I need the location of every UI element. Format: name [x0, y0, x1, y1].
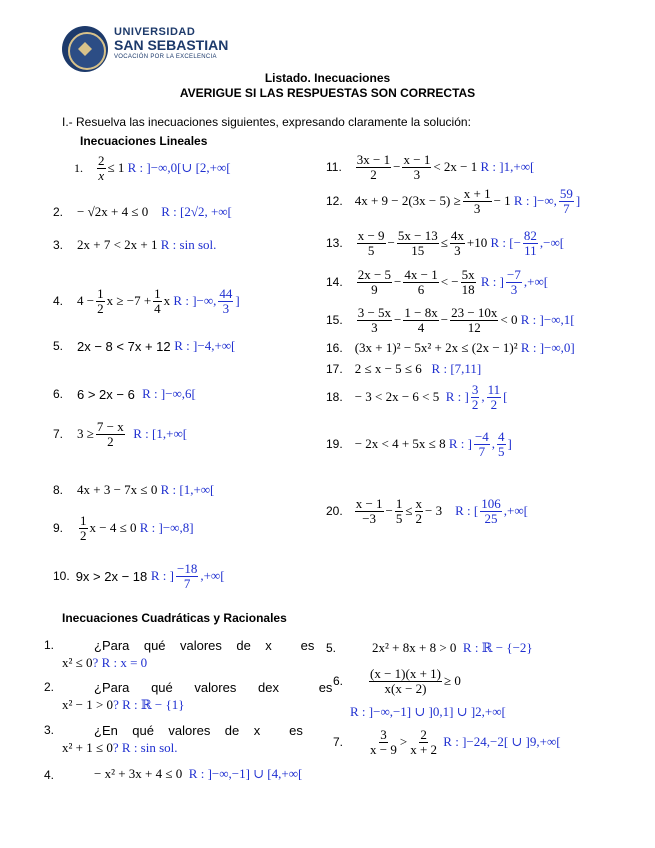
- quadratic-3-number: 3.: [44, 723, 55, 737]
- quadratic-4-expr: − x² + 3x + 4 ≤ 0 R : ]−∞,−1] ∪ [4,+∞[: [94, 766, 303, 781]
- quadratic-2-number: 2.: [44, 680, 55, 694]
- exercise-15: 15. $\frac{3 - 5x}{3}$ − $\frac{1 - 8x}{4}$ − $\frac{23 - 10x}{12}$ < 0 R : ]−∞,1[: [326, 305, 575, 335]
- university-seal-icon: [62, 26, 108, 72]
- exercise-18: 18. − 3 < 2x − 6 < 5 R : ] $\frac{3}{2}$ , $\frac{11}{2}$ [: [326, 382, 508, 412]
- quadratic-2-expr: x² − 1 > 0 ? R : ℝ − {1}: [62, 697, 185, 712]
- logo-line3: VOCACIÓN POR LA EXCELENCIA: [114, 54, 217, 60]
- exercise-4: 4. 4 − $\frac{1}{2}$ x ≥ −7 + $\frac{1}{4}$ x R : ]−∞, $\frac{44}{3}$ ]: [53, 286, 240, 316]
- exercise-8: 8. 4x + 3 − 7x ≤ 0 R : [1,+∞[: [53, 482, 215, 497]
- quadratic-1-number: 1.: [44, 638, 55, 652]
- exercise-7: 7. 3 ≥ $\frac{7 - x}{2}$ R : [1,+∞[: [53, 419, 188, 449]
- page-subtitle: AVERIGUE SI LAS RESPUESTAS SON CORRECTAS: [179, 86, 476, 100]
- exercise-17: 17. 2 ≤ x − 5 ≤ 6 R : [7,11]: [326, 361, 482, 376]
- exercise-20: 20. $\frac{x - 1}{-3}$ − $\frac{1}{5}$ ≤ $\frac{x}{2}$ − 3 R : [ $\frac{106}{25}$ ,+∞[: [326, 496, 528, 526]
- quadratic-5: 5. 2x² + 8x + 8 > 0 R : ℝ − {−2}: [326, 640, 533, 655]
- exercise-5: 5. 2x − 8 < 7x + 12 R : ]−4,+∞[: [53, 338, 236, 354]
- exercise-9: 9. $\frac{1}{2}$ x − 4 ≤ 0 R : ]−∞,8]: [53, 513, 194, 543]
- logo-line1: UNIVERSIDAD: [114, 26, 196, 38]
- quadratic-7: 7. $\frac{3}{x - 9}$ > $\frac{2}{x + 2}$ R : ]−24,−2[ ∪ ]9,+∞[: [333, 727, 561, 757]
- exercise-16: 16. (3x + 1)² − 5x² + 2x ≤ (2x − 1)² R : ]−∞,0]: [326, 340, 575, 355]
- exercise-13: 13. $\frac{x - 9}{5}$ − $\frac{5x - 13}{15}$ ≤ $\frac{4x}{3}$ +10 R : [− $\frac{82}{11}$ ,−∞[: [326, 228, 565, 258]
- section-linear: Inecuaciones Lineales: [80, 134, 208, 148]
- exercise-6: 6. 6 > 2x − 6 R : ]−∞,6[: [53, 386, 196, 402]
- quadratic-4-number: 4.: [44, 768, 55, 782]
- exercise-14: 14. $\frac{2x - 5}{9}$ − $\frac{4x - 1}{6}$ < − $\frac{5x}{18}$ R : ] $\frac{-7}{3}$ ,+∞[: [326, 267, 549, 297]
- page-title: Listado. Inecuaciones: [264, 71, 391, 85]
- section-quadratic: Inecuaciones Cuadráticas y Racionales: [62, 611, 287, 625]
- exercise-2: 2. − √2x + 4 ≤ 0 R : [2√2, +∞[: [53, 204, 232, 219]
- exercise-19: 19. − 2x < 4 + 5x ≤ 8 R : ] $\frac{-4}{7}$ , $\frac{4}{5}$ ]: [326, 429, 512, 459]
- exercise-10: 10. 9x > 2x − 18 R : ] $\frac{-18}{7}$ ,+∞[: [53, 561, 225, 591]
- quadratic-6-answer: R : ]−∞,−1] ∪ ]0,1] ∪ ]2,+∞[: [350, 704, 506, 719]
- quadratic-2-text: ¿Para qué valores dex es: [94, 680, 333, 695]
- exercise-11: 11. $\frac{3x - 1}{2}$ − $\frac{x - 1}{3}$ < 2x − 1 R : ]1,+∞[: [326, 152, 535, 182]
- quadratic-1-text: ¿Para qué valores de x es: [94, 638, 315, 653]
- quadratic-1-expr: x² ≤ 0 ? R : x = 0: [62, 655, 148, 670]
- university-logo: [62, 26, 108, 72]
- instruction: I.- Resuelva las inecuaciones siguientes, expresando claramente la solución:: [62, 115, 471, 129]
- logo-line2: SAN SEBASTIAN: [114, 37, 229, 53]
- exercise-1: 1. $\frac{2}{x}$ ≤ 1 R : ]−∞,0[∪ [2,+∞[: [74, 153, 231, 183]
- quadratic-3-expr: x² + 1 ≤ 0 ? R : sin sol.: [62, 740, 178, 755]
- logo-text: [114, 27, 228, 60]
- quadratic-6: 6. $\frac{(x - 1)(x + 1)}{x(x - 2)}$ ≥ 0: [333, 666, 461, 696]
- exercise-12: 12. 4x + 9 − 2(3x − 5) ≥ $\frac{x + 1}{3}$ − 1 R : ]−∞, $\frac{59}{7}$ ]: [326, 186, 581, 216]
- exercise-3: 3. 2x + 7 < 2x + 1 R : sin sol.: [53, 237, 217, 252]
- quadratic-3-text: ¿En qué valores de x es: [94, 723, 303, 738]
